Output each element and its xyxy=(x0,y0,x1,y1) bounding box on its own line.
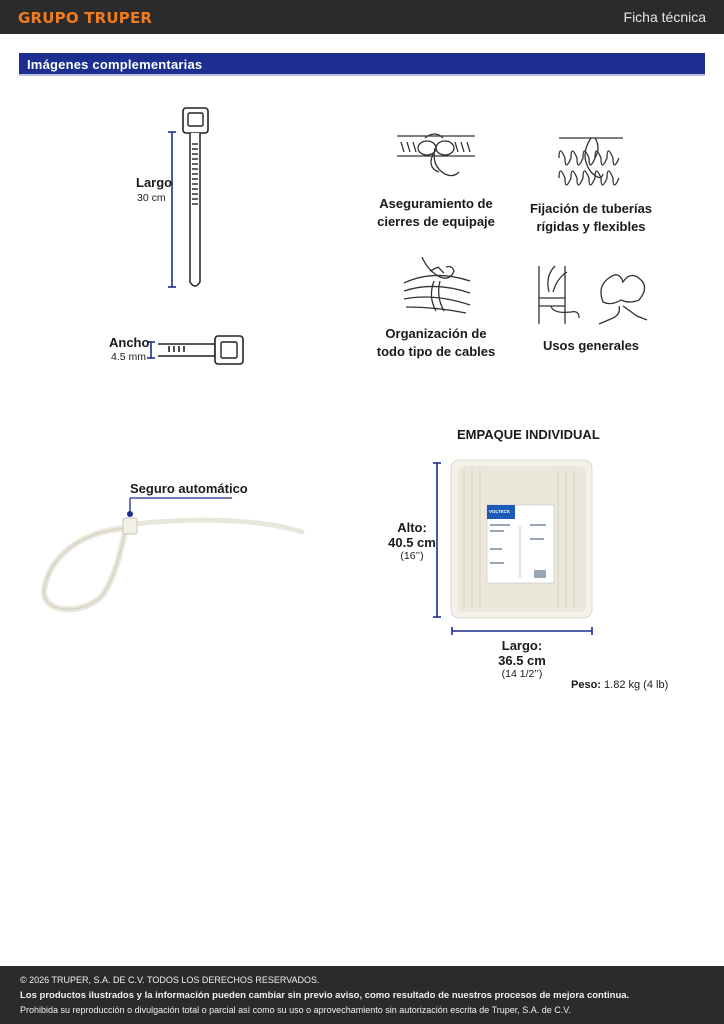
largo-value: 30 cm xyxy=(137,192,166,204)
use-label-luggage-line1: Aseguramiento de xyxy=(379,196,493,211)
package-alto-cm: 40.5 cm xyxy=(388,535,436,550)
use-label-general: Usos generales xyxy=(542,338,640,353)
brand-logo: GRUPO TRUPER xyxy=(18,9,153,27)
use-label-pipe-line1: Fijación de tuberías xyxy=(529,201,653,216)
package-bag-brand: VOLTECK xyxy=(489,509,511,514)
use-label-luggage-line2: cierres de equipaje xyxy=(377,214,495,229)
pipe-icon xyxy=(553,134,629,192)
footer-prohibition: Prohibida su reproducción o divulgación total o parcial así como su uso o aprovechamiento sin autorización escrita de Truper, S.A. de C.V. xyxy=(20,1005,571,1015)
package-weight-value: 1.82 kg (4 lb) xyxy=(604,679,669,691)
luggage-icon xyxy=(395,128,477,190)
top-bar xyxy=(0,0,724,34)
package-largo-in: (14 1/2’’) xyxy=(501,668,543,680)
cable-tie-horizontal-illustration xyxy=(145,333,250,369)
package-illustration xyxy=(430,458,600,638)
cable-tie-vertical-illustration xyxy=(160,104,220,294)
lock-illustration xyxy=(38,494,308,618)
package-title: EMPAQUE INDIVIDUAL xyxy=(457,427,600,442)
section-title: Imágenes complementarias xyxy=(27,57,203,72)
ancho-value: 4.5 mm xyxy=(111,351,147,363)
package-weight xyxy=(571,679,668,691)
general-use-icon xyxy=(535,262,657,326)
cables-icon xyxy=(400,253,476,319)
footer xyxy=(0,966,724,1024)
package-alto-label: Alto: xyxy=(397,520,427,535)
section-header xyxy=(19,53,705,76)
package-largo-label: Largo: xyxy=(501,638,543,653)
lock-label: Seguro automático xyxy=(130,481,248,496)
ancho-label: Ancho xyxy=(109,335,150,350)
largo-label: Largo xyxy=(136,175,173,190)
footer-notice: Los productos ilustrados y la información pueden cambiar sin previo aviso, como resultado de nuestros procesos de mejora continua. xyxy=(20,990,630,1001)
use-label-pipe-line2: rígidas y flexibles xyxy=(536,219,646,234)
document-type: Ficha técnica xyxy=(623,9,706,25)
package-largo-cm: 36.5 cm xyxy=(498,653,546,668)
package-weight-label: Peso: xyxy=(571,679,601,691)
use-label-cables-line1: Organización de xyxy=(385,326,487,341)
footer-copyright: © 2026 TRUPER, S.A. DE C.V. TODOS LOS DERECHOS RESERVADOS. xyxy=(20,975,320,985)
use-label-cables-line2: todo tipo de cables xyxy=(376,344,496,359)
package-alto-in: (16’’) xyxy=(400,550,424,562)
